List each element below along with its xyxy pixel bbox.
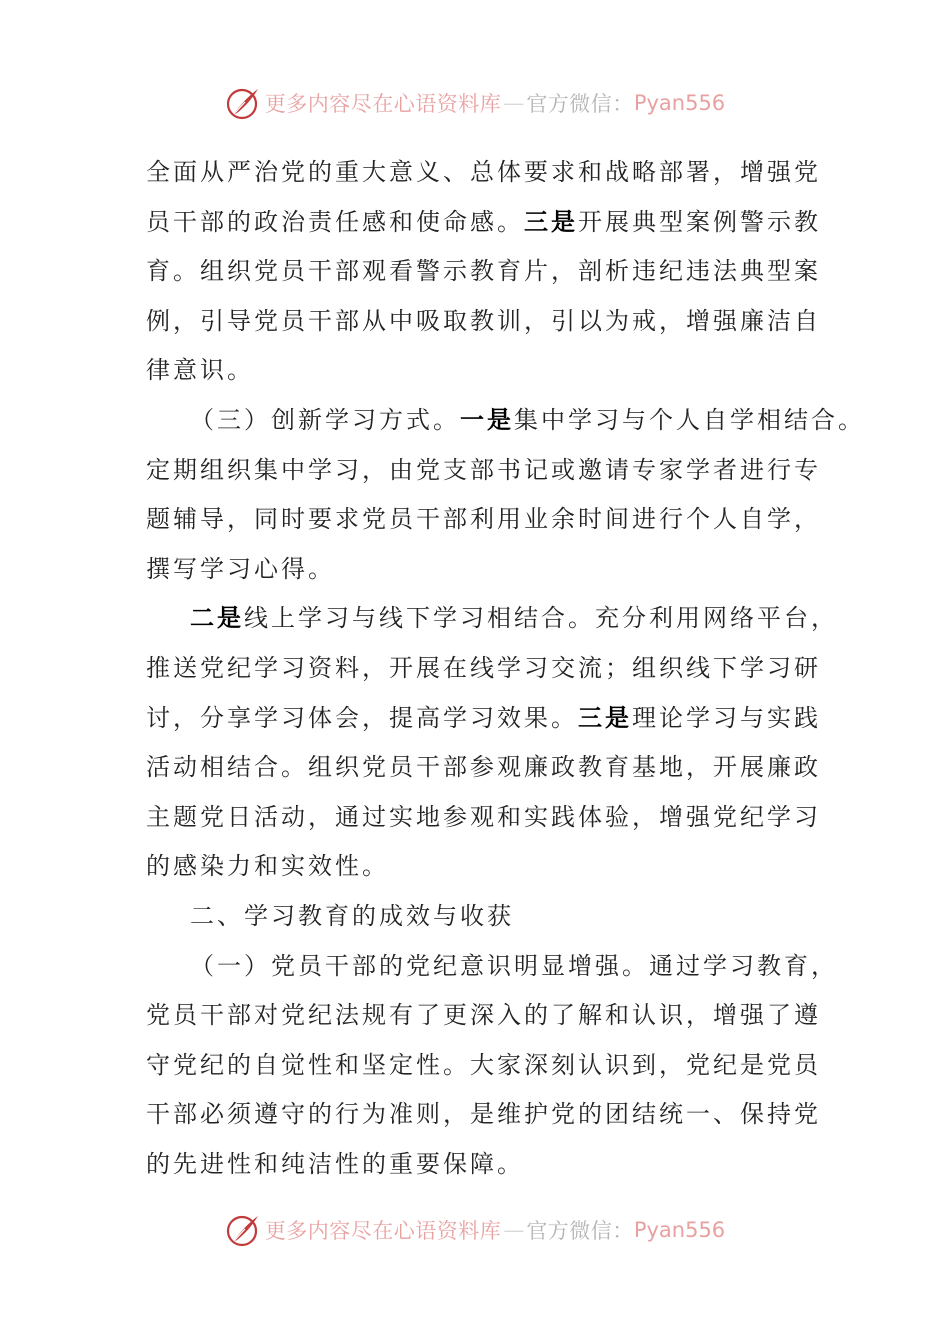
text-line (146, 892, 826, 942)
text-segment: 撰写学习心得。 (146, 554, 335, 583)
banner-dash: — (503, 1218, 525, 1242)
text-segment: （三）创新学习方式。 (190, 405, 460, 434)
text-line (146, 247, 826, 297)
banner-official: 官方微信： (526, 92, 634, 116)
text-line (146, 346, 826, 396)
text-line (146, 198, 826, 248)
banner-text: 更多内容尽在心语资料库 (264, 1219, 502, 1243)
text-line (146, 644, 826, 694)
banner-text: 更多内容尽在心语资料库 (264, 92, 502, 116)
bold-text: 一是 (460, 405, 514, 434)
text-segment: 开展典型案例警示教 (578, 207, 821, 236)
bold-text: 三是 (578, 703, 632, 732)
text-line (146, 694, 826, 744)
text-line (146, 297, 826, 347)
text-segment: 的感染力和实效性。 (146, 852, 389, 881)
text-segment: 推送党纪学习资料，开展在线学习交流；组织线下学习研 (146, 653, 821, 682)
text-segment: 律意识。 (146, 356, 254, 385)
watermark-banner-top (0, 83, 950, 123)
text-line (146, 446, 826, 496)
text-segment: 例，引导党员干部从中吸取教训，引以为戒，增强廉洁自 (146, 306, 821, 335)
banner-wechat-id: Pyan556 (633, 91, 726, 115)
text-segment: 全面从严治党的重大意义、总体要求和战略部署，增强党 (146, 158, 821, 186)
text-segment: 的先进性和纯洁性的重要保障。 (146, 1149, 524, 1178)
text-segment: （一）党员干部的党纪意识明显增强。通过学习教育， (190, 951, 838, 980)
text-segment: 理论学习与实践 (632, 703, 821, 732)
text-line (146, 1041, 826, 1091)
text-segment: 二、学习教育的成效与收获 (190, 901, 514, 930)
text-line (146, 793, 826, 843)
text-line (146, 942, 838, 992)
banner-wechat-id: Pyan556 (633, 1218, 726, 1242)
text-line (146, 545, 826, 595)
watermark-banner-bottom (0, 1210, 950, 1250)
quill-logo-icon (225, 1212, 261, 1248)
text-segment: 党员干部对党纪法规有了更深入的了解和认识，增强了遵 (146, 1001, 821, 1030)
text-segment: 主题党日活动，通过实地参观和实践体验，增强党纪学习 (146, 802, 821, 831)
text-line (146, 991, 826, 1041)
banner-official: 官方微信： (526, 1219, 634, 1243)
text-segment: 活动相结合。组织党员干部参观廉政教育基地，开展廉政 (146, 753, 821, 782)
bold-text: 三是 (524, 207, 578, 236)
text-segment: 守党纪的自觉性和坚定性。大家深刻认识到，党纪是党员 (146, 1050, 821, 1079)
text-line (146, 1090, 826, 1140)
text-segment: 集中学习与个人自学相结合。 (514, 405, 865, 434)
quill-logo-icon (225, 85, 261, 121)
text-line (146, 743, 826, 793)
text-line (146, 1140, 826, 1190)
bold-text: 二是 (190, 604, 244, 633)
document-body (146, 148, 865, 1189)
text-segment: 员干部的政治责任感和使命感。 (146, 207, 524, 236)
text-segment: 线上学习与线下学习相结合。充分利用网络平台， (244, 604, 838, 633)
text-segment: 育。组织党员干部观看警示教育片，剖析违纪违法典型案 (146, 257, 821, 286)
text-line (146, 594, 838, 644)
text-line (146, 148, 826, 198)
banner-dash: — (503, 91, 525, 115)
text-segment: 定期组织集中学习，由党支部书记或邀请专家学者进行专 (146, 455, 821, 484)
text-segment: 讨，分享学习体会，提高学习效果。 (146, 703, 578, 732)
text-line (146, 396, 865, 446)
text-segment: 题辅导，同时要求党员干部利用业余时间进行个人自学， (146, 505, 821, 534)
text-line (146, 842, 826, 892)
text-segment: 干部必须遵守的行为准则，是维护党的团结统一、保持党 (146, 1100, 821, 1129)
text-line (146, 495, 826, 545)
